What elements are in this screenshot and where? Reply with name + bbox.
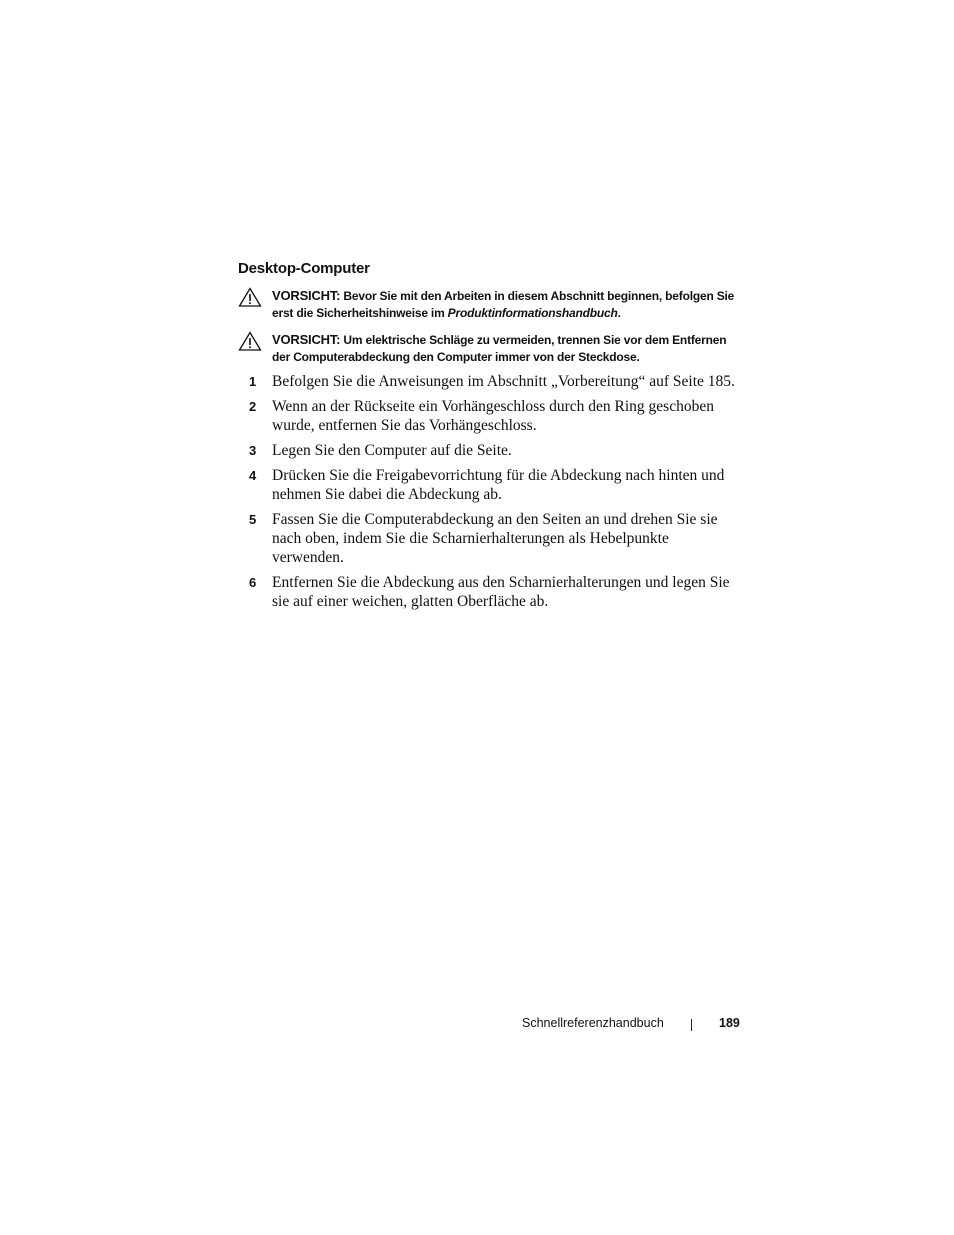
footer-divider	[691, 1019, 692, 1031]
step-text: Legen Sie den Computer auf die Seite.	[272, 442, 512, 459]
step-text: Befolgen Sie die Anweisungen im Abschnitt „Vorbereitung“ auf Seite 185.	[272, 373, 735, 390]
list-item	[249, 510, 739, 567]
page-footer	[0, 1015, 954, 1035]
step-number: 3	[249, 443, 257, 458]
step-text: Entfernen Sie die Abdeckung aus den Scharnierhalterungen und legen Sie sie auf einer weichen, glatten Oberfläche ab.	[272, 574, 730, 610]
list-item	[249, 397, 739, 435]
caution-block	[238, 287, 738, 323]
page-number: 189	[719, 1016, 740, 1030]
caution-label: VORSICHT:	[272, 332, 341, 347]
step-number: 2	[249, 399, 257, 414]
step-text: Wenn an der Rückseite ein Vorhängeschloss durch den Ring geschoben wurde, entfernen Sie das Vorhängeschloss.	[272, 398, 714, 434]
step-list	[249, 372, 739, 617]
caution-block	[238, 331, 738, 367]
caution-body: Bevor Sie mit den Arbeiten in diesem Abschnitt beginnen, befolgen Sie erst die Sicherheitshinweise im	[272, 289, 735, 320]
book-title: Schnellreferenzhandbuch	[522, 1016, 664, 1030]
warning-triangle-icon	[238, 287, 262, 307]
caution-text	[272, 287, 742, 322]
caution-text	[272, 331, 742, 366]
caution-tail: .	[617, 306, 621, 320]
warning-triangle-icon	[238, 331, 262, 351]
section-title: Desktop-Computer	[238, 260, 370, 277]
step-text: Drücken Sie die Freigabevorrichtung für die Abdeckung nach hinten und nehmen Sie dabei die Abdeckung ab.	[272, 467, 725, 503]
list-item	[249, 466, 739, 504]
step-number: 1	[249, 374, 257, 389]
list-item	[249, 441, 739, 460]
list-item	[249, 372, 739, 391]
step-text: Fassen Sie die Computerabdeckung an den Seiten an und drehen Sie sie nach oben, indem Sie die Scharnierhalterungen als Hebelpunkte verwenden.	[272, 511, 718, 566]
caution-body: Um elektrische Schläge zu vermeiden, trennen Sie vor dem Entfernen der Computerabdeckung den Computer immer von der Steckdose.	[272, 333, 727, 364]
caution-emphasis: Produktinformationshandbuch	[447, 306, 618, 320]
step-number: 5	[249, 512, 257, 527]
list-item	[249, 573, 739, 611]
step-number: 4	[249, 468, 257, 483]
caution-label: VORSICHT:	[272, 288, 341, 303]
step-number: 6	[249, 575, 257, 590]
